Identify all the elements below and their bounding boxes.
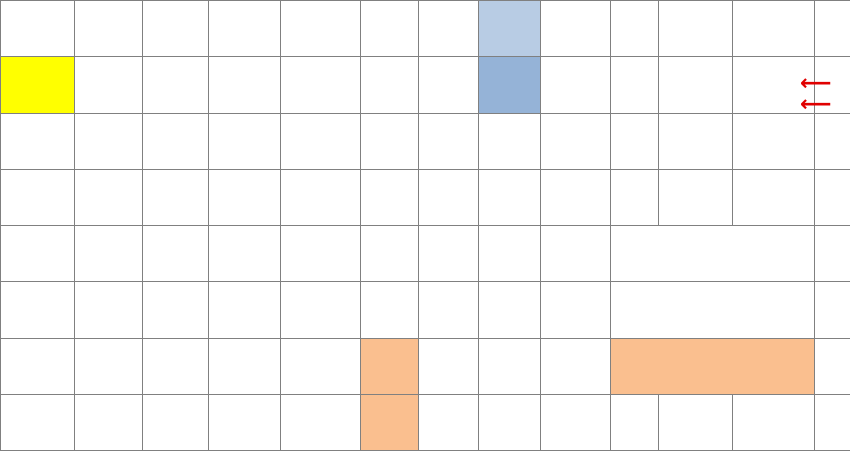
note-text-1[interactable] xyxy=(611,226,815,282)
left-arrow-icon: ⟵ xyxy=(800,71,832,96)
target-cell[interactable] xyxy=(361,394,419,450)
cell[interactable] xyxy=(611,57,659,113)
profit-total[interactable] xyxy=(209,282,281,338)
cell[interactable] xyxy=(361,57,419,113)
header-currencies[interactable] xyxy=(733,1,815,57)
summary-row xyxy=(1,57,850,113)
note-row-3 xyxy=(1,338,850,394)
header-hash[interactable] xyxy=(815,1,850,57)
header-lot[interactable] xyxy=(611,1,659,57)
close-date-total[interactable] xyxy=(75,282,143,338)
cell[interactable] xyxy=(75,57,143,113)
spacer-row xyxy=(1,169,850,225)
header-buy-stop[interactable] xyxy=(541,1,611,57)
header-row xyxy=(1,1,850,57)
left-arrow-icon: ⟵ xyxy=(800,92,832,117)
grand-total[interactable] xyxy=(209,394,281,450)
header-market-buy[interactable] xyxy=(479,1,541,57)
market-buy-cell[interactable] xyxy=(479,57,541,113)
profit-status-cell[interactable] xyxy=(209,57,281,113)
cell[interactable] xyxy=(281,57,361,113)
spacer-row xyxy=(1,113,850,169)
totals-row xyxy=(1,282,850,338)
header-total-points[interactable] xyxy=(1,1,75,57)
target-cell[interactable] xyxy=(361,338,419,394)
note-row-1 xyxy=(1,226,850,282)
entry-date-cell[interactable] xyxy=(659,57,733,113)
note-label-1[interactable] xyxy=(815,226,850,282)
total-cell[interactable] xyxy=(1,57,75,113)
header-profit-loss[interactable] xyxy=(209,1,281,57)
note-label-2[interactable] xyxy=(815,338,850,394)
close-total[interactable] xyxy=(143,282,209,338)
note-text-2[interactable] xyxy=(611,282,815,338)
header-close-date[interactable] xyxy=(75,1,143,57)
grand-total-row xyxy=(1,394,850,450)
header-entry-date[interactable] xyxy=(659,1,733,57)
header-target[interactable] xyxy=(361,1,419,57)
cell[interactable] xyxy=(419,57,479,113)
header-deal-status[interactable] xyxy=(281,1,361,57)
cell[interactable] xyxy=(541,57,611,113)
header-close[interactable] xyxy=(143,1,209,57)
note-text-3[interactable] xyxy=(611,338,815,394)
header-stop-loss[interactable] xyxy=(419,1,479,57)
cell[interactable] xyxy=(143,57,209,113)
